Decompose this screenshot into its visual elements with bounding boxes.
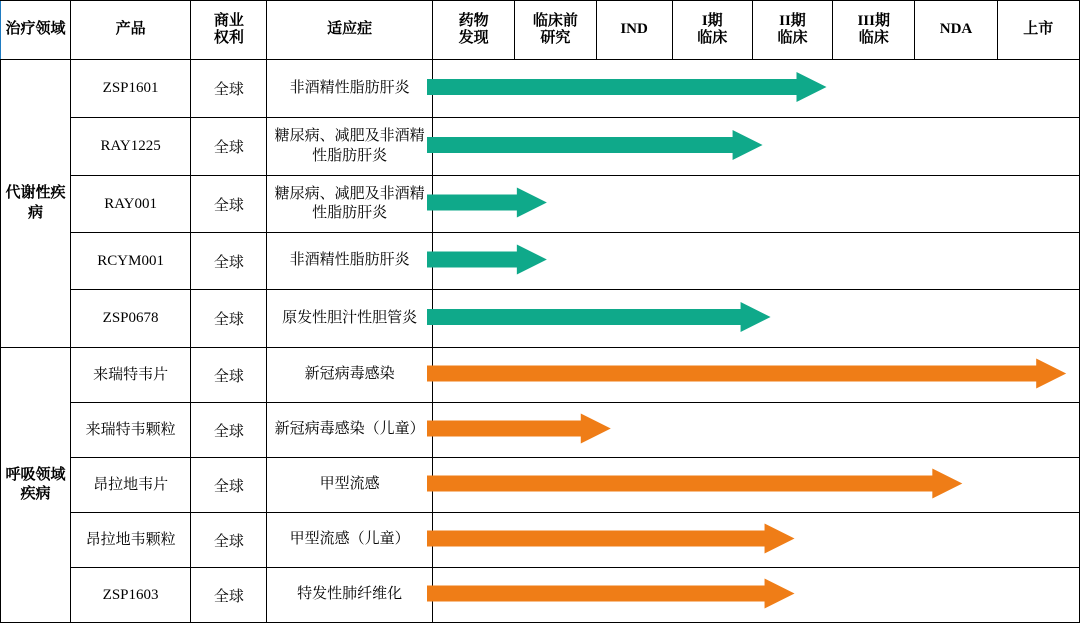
cell-progress (432, 176, 1079, 233)
cell-progress (432, 233, 1079, 290)
header-rights-line1: 商业 (213, 12, 244, 29)
cell-indication: 新冠病毒感染（儿童） (267, 403, 433, 458)
table-body (1, 60, 1080, 623)
cell-indication: 新冠病毒感染 (267, 348, 433, 403)
header-phase3-line2: 临床 (858, 30, 889, 46)
cell-product: 来瑞特韦片 (70, 348, 190, 403)
cell-rights: 全球 (191, 60, 267, 118)
header-row (1, 1, 1080, 60)
header-stage-discovery (432, 1, 514, 60)
group-area-metabolic: 代谢性疾病 (1, 60, 71, 348)
cell-progress (432, 118, 1079, 176)
cell-product: ZSP1601 (70, 60, 190, 118)
table-row (1, 233, 1080, 290)
cell-progress (432, 348, 1079, 403)
cell-product: 来瑞特韦颗粒 (70, 403, 190, 458)
table-row (1, 513, 1080, 568)
table-row (1, 60, 1080, 118)
header-rights (191, 1, 267, 60)
header-phase2-line1: II期 (779, 12, 806, 29)
cell-indication: 糖尿病、减肥及非酒精性脂肪肝炎 (267, 176, 433, 233)
cell-indication: 非酒精性脂肪肝炎 (267, 233, 433, 290)
header-stage-phase1 (672, 1, 752, 60)
cell-rights: 全球 (191, 118, 267, 176)
cell-indication: 特发性肺纤维化 (267, 568, 433, 623)
cell-product: RAY001 (70, 176, 190, 233)
header-discovery-line2: 发现 (458, 30, 489, 46)
header-phase1-line1: I期 (701, 12, 723, 29)
cell-indication: 甲型流感 (267, 458, 433, 513)
cell-progress (432, 60, 1079, 118)
cell-indication: 原发性胆汁性胆管炎 (267, 290, 433, 348)
cell-product: 昂拉地韦片 (70, 458, 190, 513)
header-discovery-line1: 药物 (458, 12, 489, 29)
header-stage-nda: NDA (915, 1, 997, 60)
cell-progress (432, 568, 1079, 623)
header-phase3-line1: III期 (857, 12, 890, 29)
header-rights-line2: 权利 (213, 30, 244, 46)
cell-rights: 全球 (191, 513, 267, 568)
cell-rights: 全球 (191, 290, 267, 348)
cell-progress (432, 290, 1079, 348)
header-preclinical-line1: 临床前 (532, 12, 578, 29)
header-stage-preclinical (515, 1, 596, 60)
table-row (1, 118, 1080, 176)
group-area-respiratory-label: 呼吸领域疾病 (5, 466, 66, 502)
cell-progress (432, 458, 1079, 513)
table-row (1, 348, 1080, 403)
cell-progress (432, 513, 1079, 568)
header-stage-phase2 (752, 1, 832, 60)
cell-rights: 全球 (191, 348, 267, 403)
cell-progress (432, 403, 1079, 458)
cell-indication: 非酒精性脂肪肝炎 (267, 60, 433, 118)
group-area-respiratory (1, 348, 71, 623)
header-phase1-line2: 临床 (697, 30, 728, 46)
header-area: 治疗领域 (1, 1, 71, 60)
header-indication: 适应症 (267, 1, 433, 60)
table-row (1, 568, 1080, 623)
header-preclinical-line2: 研究 (540, 30, 571, 46)
cell-product: ZSP1603 (70, 568, 190, 623)
cell-rights: 全球 (191, 458, 267, 513)
table-row (1, 403, 1080, 458)
header-stage-phase3 (833, 1, 915, 60)
table-row (1, 290, 1080, 348)
cell-product: RCYM001 (70, 233, 190, 290)
cell-indication: 甲型流感（儿童） (267, 513, 433, 568)
cell-product: 昂拉地韦颗粒 (70, 513, 190, 568)
cell-rights: 全球 (191, 403, 267, 458)
header-stage-market: 上市 (997, 1, 1079, 60)
table-header (1, 1, 1080, 60)
cell-rights: 全球 (191, 233, 267, 290)
header-product: 产品 (70, 1, 190, 60)
cell-product: ZSP0678 (70, 290, 190, 348)
cell-rights: 全球 (191, 568, 267, 623)
header-phase2-line2: 临床 (777, 30, 808, 46)
header-stage-ind: IND (596, 1, 672, 60)
table-row (1, 176, 1080, 233)
cell-product: RAY1225 (70, 118, 190, 176)
cell-rights: 全球 (191, 176, 267, 233)
table-row (1, 458, 1080, 513)
cell-indication: 糖尿病、减肥及非酒精性脂肪肝炎 (267, 118, 433, 176)
